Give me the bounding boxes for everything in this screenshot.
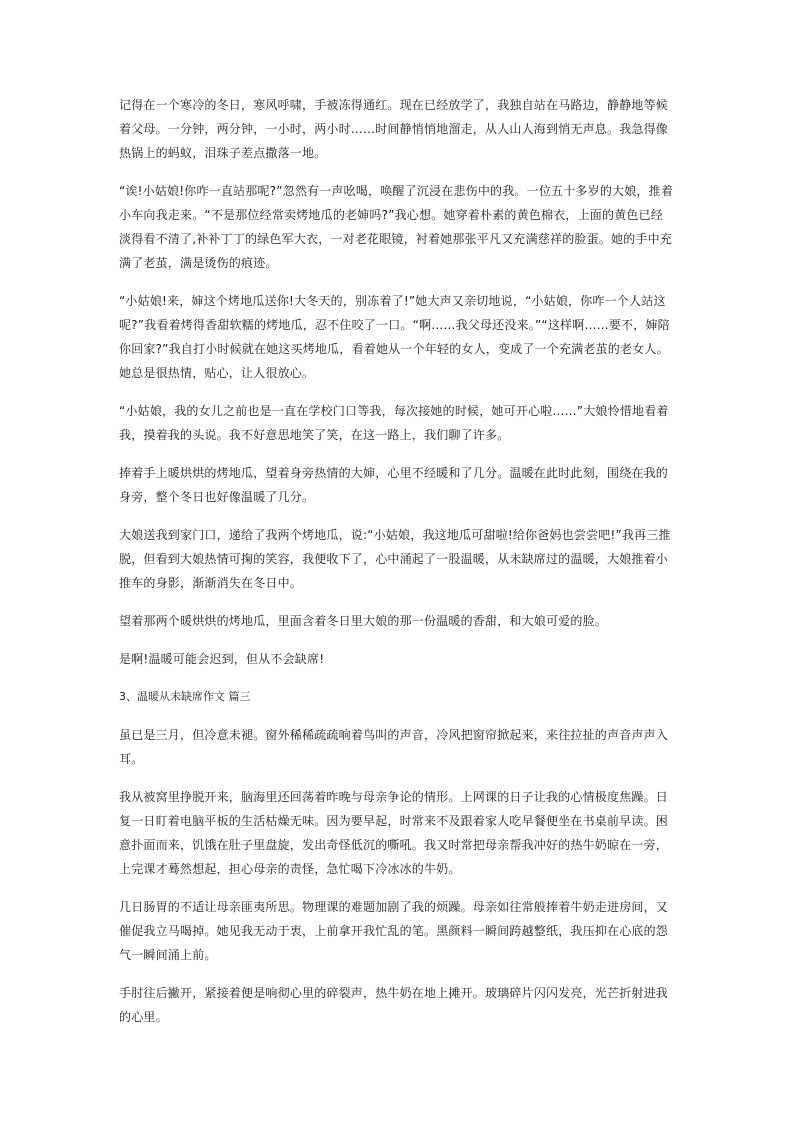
- paragraph-7: 望着那两个暖烘烘的烤地瓜，里面含着冬日里大娘的那一份温暖的香甜，和大娘可爱的脸。: [119, 614, 608, 628]
- paragraph-9: 虽已是三月，但冷意未褪。窗外稀稀疏疏响着鸟叫的声音，冷风把窗帘掀起来，来往拉扯的声音声声入耳。: [119, 728, 669, 766]
- document-body: [119, 93, 675, 1043]
- paragraph-10: 我从被窝里挣脱开来，脑海里还回荡着昨晚与母亲争论的情形。上网课的日子让我的心情极度焦躁。日复一日盯着电脑平板的生活枯燥无味。因为要早起，时常来不及跟着家人吃早餐便坐在书桌前早读。困意扑面而来，饥饿在肚子里盘旋，发出奇怪低沉的嘶吼。我又时常把母亲帮我冲好的热牛奶晾在一旁，上完课才蓦然想起，担心母亲的责怪，急忙喝下冷冰冰的牛奶。: [119, 790, 669, 876]
- paragraph-8: 是啊!温暖可能会迟到，但从不会缺席!: [119, 652, 325, 666]
- paragraph-6: 大娘送我到家门口，递给了我两个烤地瓜，说:“小姑娘，我这地瓜可甜啦!给你爸妈也尝尝吧!”我再三推脱，但看到大娘热情可掬的笑容，我便收下了，心中涌起了一股温暖，从未缺席过的温暖，大娘推着小推车的身影，渐渐消失在冬日中。: [119, 528, 671, 590]
- paragraph-1: 记得在一个寒冷的冬日，寒风呼啸，手被冻得通红。现在已经放学了，我独自站在马路边，静静地等候着父母。一分钟，两分钟，一小时，两小时……时间静悄悄地溜走，从人山人海到悄无声息。我急得像热锅上的蚂蚁，泪珠子差点撒落一地。: [119, 98, 669, 160]
- section-heading: 3、温暖从未缺席作文 篇三: [119, 690, 251, 703]
- paragraph-5: 捧着手上暖烘烘的烤地瓜，望着身旁热情的大婶，心里不经暖和了几分。温暖在此时此刻，围绕在我的身旁，整个冬日也好像温暖了几分。: [119, 466, 669, 504]
- paragraph-4: “小姑娘，我的女儿之前也是一直在学校门口等我，每次接她的时候，她可开心啦……”大娘怜惜地看着我，摸着我的头说。我不好意思地笑了笑，在这一路上，我们聊了许多。: [119, 404, 669, 442]
- paragraph-12: 手肘往后撇开，紧接着便是响彻心里的碎裂声，热牛奶在地上摊开。玻璃碎片闪闪发亮，光芒折射进我的心里。: [119, 986, 669, 1024]
- paragraph-11: 几日肠胃的不适让母亲匪夷所思。物理课的难题加剧了我的烦躁。母亲如往常般捧着牛奶走进房间，又催促我立马喝掉。她见我无动于衷，上前拿开我忙乱的笔。黑颜料一瞬间跨越整纸，我压抑在心底的怨气一瞬间涌上前。: [119, 900, 669, 962]
- paragraph-3: “小姑娘!来，婶这个烤地瓜送你!大冬天的，别冻着了!”她大声又亲切地说，“小姑娘，你咋一个人站这呢?”我看着烤得香甜软糯的烤地瓜，忍不住咬了一口。“啊……我父母还没来。”“这样啊……要不，婶陪你回家?”我自打小时候就在她这买烤地瓜，看着她从一个年轻的女人，变成了一个充满老茧的老女人。她总是很热情，贴心，让人很放心。: [119, 294, 670, 380]
- paragraph-2: “诶!小姑娘!你咋一直站那呢?”忽然有一声吆喝，唤醒了沉浸在悲伤中的我。一位五十多岁的大娘，推着小车向我走来。“不是那位经常卖烤地瓜的老婶吗?”我心想。她穿着朴素的黄色棉衣，上面的黄色已经淡得看不清了,补补丁丁的绿色军大衣，一对老花眼镜，衬着她那张平凡又充满慈祥的脸蛋。她的手中充满了老茧，满是烫伤的痕迹。: [119, 184, 674, 270]
